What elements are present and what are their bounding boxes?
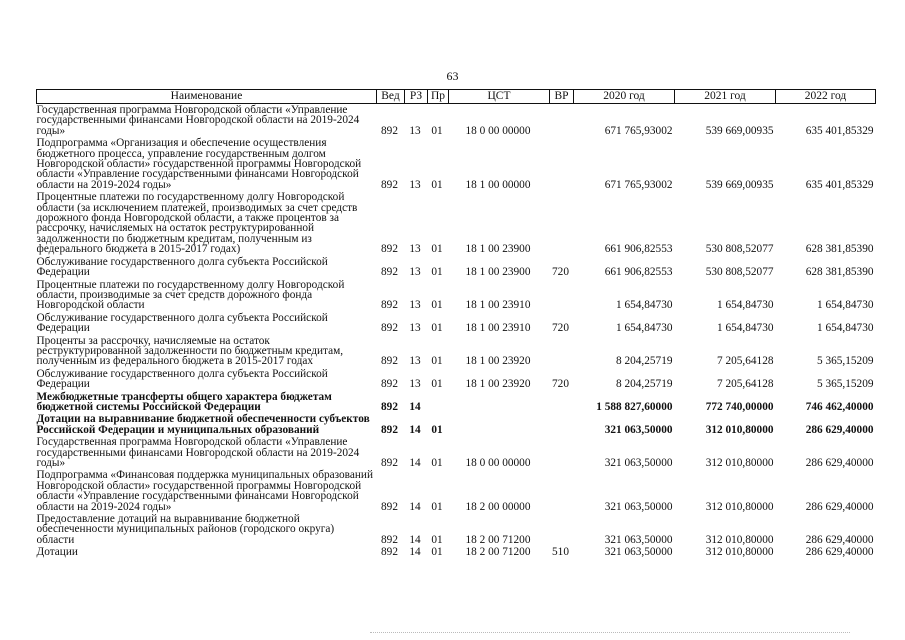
table-cell-2021: 312 010,80000	[705, 546, 774, 559]
table-cell-rz: 14	[409, 500, 421, 513]
table-cell-cst: 18 1 00 23900	[465, 243, 531, 256]
table-cell-ved: 892	[381, 322, 398, 335]
table-cell-2020: 321 063,50000	[604, 423, 673, 436]
budget-table	[36, 89, 876, 559]
table-cell-ved: 892	[381, 243, 398, 256]
table-cell-vr	[550, 335, 574, 368]
table-cell-2020: 8 204,25719	[616, 378, 673, 391]
table-cell-2020: 1 654,84730	[616, 299, 673, 312]
table-cell-2020: 321 063,50000	[604, 533, 673, 546]
col-header-vr: ВР	[550, 90, 574, 104]
table-cell-vr: 510	[552, 546, 569, 559]
table-cell-pr: 01	[431, 457, 443, 469]
table-cell-cst: 18 0 00 00000	[465, 124, 531, 137]
col-header-cst: ЦСТ	[449, 90, 550, 104]
table-row	[37, 104, 876, 138]
table-cell-rz: 13	[409, 124, 421, 137]
table-cell-2022: 1 654,84730	[817, 322, 874, 335]
table-cell-pr: 01	[431, 546, 443, 559]
table-row	[37, 513, 876, 546]
table-cell-name: Дотации	[36, 546, 78, 559]
table-cell-2020: 321 063,50000	[604, 500, 673, 513]
table-cell-2020: 671 765,93002	[604, 124, 673, 137]
table-cell-rz: 14	[409, 533, 421, 546]
table-cell-cst	[449, 413, 550, 436]
table-cell-vr	[550, 137, 574, 191]
table-cell-rz: 14	[409, 457, 421, 469]
table-cell-pr	[428, 391, 449, 414]
table-cell-2021: 7 205,64128	[717, 378, 774, 391]
table-cell-cst: 18 0 00 00000	[465, 457, 531, 469]
table-row	[37, 256, 876, 279]
table-cell-2021: 312 010,80000	[705, 533, 774, 546]
table-cell-pr: 01	[431, 533, 443, 546]
table-cell-2020: 8 204,25719	[616, 355, 673, 368]
table-cell-2021: 312 010,80000	[705, 500, 774, 513]
table-cell-rz: 13	[409, 355, 421, 368]
table-cell-cst	[449, 391, 550, 414]
table-row	[37, 335, 876, 368]
table-cell-pr: 01	[431, 299, 443, 312]
table-cell-vr	[550, 279, 574, 312]
table-cell-rz: 13	[409, 299, 421, 312]
table-cell-2021: 7 205,64128	[717, 355, 774, 368]
table-cell-cst: 18 2 00 71200	[465, 546, 531, 559]
table-cell-2022: 746 462,40000	[805, 400, 874, 413]
table-cell-2020: 321 063,50000	[604, 546, 673, 559]
table-cell-vr: 720	[552, 378, 569, 391]
table-header-row	[37, 90, 876, 104]
table-cell-2021: 1 654,84730	[717, 322, 774, 335]
table-cell-ved: 892	[381, 266, 398, 279]
table-cell-2021: 530 808,52077	[705, 266, 774, 279]
table-cell-vr	[550, 469, 574, 513]
table-cell-cst: 18 1 00 23910	[465, 322, 531, 335]
col-header-2022: 2022 год	[776, 90, 876, 104]
table-cell-cst: 18 1 00 23900	[465, 266, 531, 279]
scan-artifact	[370, 632, 850, 634]
table-cell-cst: 18 1 00 23910	[465, 299, 531, 312]
page-number: 63	[446, 69, 459, 83]
table-cell-cst: 18 1 00 00000	[465, 178, 531, 191]
table-cell-2020: 671 765,93002	[604, 178, 673, 191]
table-cell-2022: 286 629,40000	[805, 546, 874, 559]
table-cell-name: Межбюджетные трансферты общего характера бюджетам бюджетной системы Российской Федерации	[36, 390, 332, 413]
table-cell-name: Предоставление дотаций на выравнивание бюджетной обеспеченности муниципальных районов (городского округа) области	[36, 513, 335, 546]
table-cell-rz: 13	[409, 266, 421, 279]
table-cell-cst: 18 2 00 71200	[465, 533, 531, 546]
table-row	[37, 312, 876, 335]
table-cell-2020: 1 654,84730	[616, 322, 673, 335]
table-cell-ved: 892	[381, 355, 398, 368]
col-header-2021: 2021 год	[675, 90, 776, 104]
table-cell-name: Обслуживание государственного долга субъекта Российской Федерации	[36, 255, 328, 279]
table-body	[37, 104, 876, 559]
table-cell-2020: 1 588 827,60000	[596, 400, 673, 413]
table-row	[37, 469, 876, 513]
table-cell-2022: 635 401,85329	[805, 124, 874, 137]
table-cell-vr	[550, 191, 574, 255]
col-header-2020: 2020 год	[574, 90, 675, 104]
table-cell-ved: 892	[381, 378, 398, 391]
table-cell-2022: 286 629,40000	[805, 500, 874, 513]
table-cell-pr: 01	[431, 243, 443, 256]
table-cell-2021: 539 669,00935	[705, 178, 774, 191]
table-cell-vr	[550, 513, 574, 546]
table-cell-rz: 13	[409, 178, 421, 191]
table-row	[37, 436, 876, 469]
table-cell-cst: 18 1 00 23920	[465, 378, 531, 391]
table-cell-ved: 892	[381, 533, 398, 546]
table-cell-2022: 286 629,40000	[805, 533, 874, 546]
table-cell-name: Процентные платежи по государственному долгу Новгородской области, производимые за счет средств дорожного фонда Новгородской области	[36, 278, 345, 312]
table-cell-ved: 892	[381, 457, 398, 469]
table-cell-vr	[550, 413, 574, 436]
table-cell-rz: 13	[409, 243, 421, 256]
table-cell-2022: 1 654,84730	[817, 299, 874, 312]
table-cell-cst: 18 1 00 23920	[465, 355, 531, 368]
table-cell-pr: 01	[431, 378, 443, 391]
table-cell-pr: 01	[431, 423, 443, 436]
col-header-pr: Пр	[428, 90, 449, 104]
table-cell-2021: 312 010,80000	[705, 457, 774, 469]
table-cell-vr	[550, 436, 574, 469]
table-cell-2021: 1 654,84730	[717, 299, 774, 312]
table-cell-name: Государственная программа Новгородской области «Управление государственными финансами Новгородской области на 2019-2024 годы»	[36, 104, 360, 137]
table-cell-name: Процентные платежи по государственному долгу Новгородской области (за исключением платежей, производимых за счет средств дорожного фонда Новгородской области, а также процентов за рассрочку, начисляемых на остаток реструктурированной задолженности по бюджетным кредитам, полученным из федерального бюджета в 2015-2017 годах)	[36, 191, 358, 256]
table-cell-name: Подпрограмма «Финансовая поддержка муниципальных образований Новгородской области» государственной программы Новгородской области «Управление государственными финансами Новгородской области на 2019-2024 годы»	[36, 469, 373, 513]
table-cell-rz: 14	[409, 400, 421, 413]
table-cell-2022: 635 401,85329	[805, 178, 874, 191]
table-cell-ved: 892	[381, 124, 398, 137]
col-header-ved: Вед	[377, 90, 405, 104]
table-cell-ved: 892	[381, 500, 398, 513]
table-cell-ved: 892	[381, 299, 398, 312]
table-cell-rz: 13	[409, 322, 421, 335]
table-cell-2021: 312 010,80000	[705, 423, 774, 436]
table-cell-2021: 772 740,00000	[705, 400, 774, 413]
table-cell-name: Подпрограмма «Организация и обеспечение осуществления бюджетного процесса, управление государственным долгом Новгородской области» государственной программы Новгородской области «Управление государственными финансами Новгородской области на 2019-2024 годы»	[36, 137, 362, 191]
table-cell-name: Обслуживание государственного долга субъекта Российской Федерации	[36, 367, 328, 391]
table-cell-name: Государственная программа Новгородской области «Управление государственными финансами Новгородской области на 2019-2024 годы»	[36, 436, 360, 469]
table-cell-2022: 5 365,15209	[817, 355, 874, 368]
table-row	[37, 391, 876, 414]
table-cell-pr: 01	[431, 355, 443, 368]
table-cell-pr: 01	[431, 500, 443, 513]
table-cell-name: Дотации на выравнивание бюджетной обеспеченности субъектов Российской Федерации и муниципальных образований	[36, 413, 370, 436]
table-cell-pr: 01	[431, 124, 443, 137]
table-cell-2020: 661 906,82553	[604, 266, 673, 279]
table-cell-2020: 661 906,82553	[604, 243, 673, 256]
table-cell-2021: 530 808,52077	[705, 243, 774, 256]
table-cell-pr: 01	[431, 322, 443, 335]
table-cell-2022: 628 381,85390	[805, 266, 874, 279]
table-cell-2022: 5 365,15209	[817, 378, 874, 391]
col-header-rz: РЗ	[405, 90, 428, 104]
table-cell-vr	[550, 104, 574, 138]
table-cell-ved: 892	[381, 400, 398, 413]
table-cell-2021: 539 669,00935	[705, 124, 774, 137]
table-cell-ved: 892	[381, 546, 398, 559]
table-cell-rz: 13	[409, 378, 421, 391]
table-cell-2022: 286 629,40000	[805, 457, 874, 469]
table-cell-rz: 14	[409, 546, 421, 559]
table-cell-2022: 286 629,40000	[805, 423, 874, 436]
table-cell-2020: 321 063,50000	[604, 457, 673, 469]
table-cell-vr: 720	[552, 322, 569, 335]
col-header-name: Наименование	[37, 90, 377, 104]
table-cell-name: Проценты за рассрочку, начисляемые на остаток реструктурированной задолженности по бюджетным кредитам, полученным из федерального бюджета в 2015-2017 годах	[36, 334, 344, 368]
table-cell-ved: 892	[381, 423, 398, 436]
table-row	[37, 368, 876, 391]
table-cell-2022: 628 381,85390	[805, 243, 874, 256]
table-cell-name: Обслуживание государственного долга субъекта Российской Федерации	[36, 311, 328, 335]
table-row	[37, 279, 876, 312]
table-row	[37, 546, 876, 558]
table-cell-vr	[550, 391, 574, 414]
table-cell-vr: 720	[552, 266, 569, 279]
table-cell-cst: 18 2 00 00000	[465, 500, 531, 513]
table-cell-rz: 14	[409, 423, 421, 436]
table-row	[37, 191, 876, 255]
table-cell-ved: 892	[381, 178, 398, 191]
table-row	[37, 413, 876, 436]
table-cell-pr: 01	[431, 266, 443, 279]
table-row	[37, 137, 876, 191]
table-cell-pr: 01	[431, 178, 443, 191]
